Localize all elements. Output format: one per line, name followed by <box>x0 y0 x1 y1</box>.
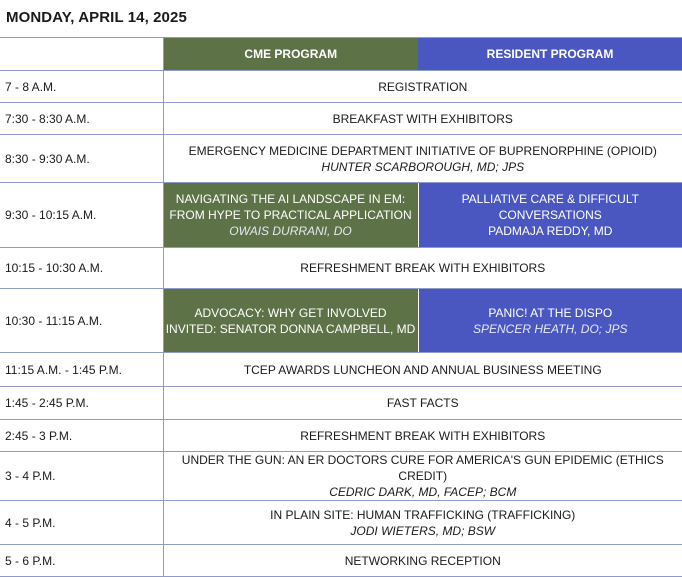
time-cell: 10:15 - 10:30 A.M. <box>0 248 163 289</box>
session-title-line: PANIC! AT THE DISPO <box>488 305 613 320</box>
session-title-line: PALLIATIVE CARE & DIFFICULT <box>461 192 639 206</box>
session-speaker: JODI WIETERS, MD; BSW <box>350 523 496 538</box>
table-row <box>0 501 682 545</box>
header-row <box>0 38 682 71</box>
table-row <box>0 103 682 135</box>
session-speaker: OWAIS DURRANI, DO <box>229 224 352 238</box>
table-row <box>0 545 682 577</box>
table-row <box>0 289 682 353</box>
resident-session-cell <box>418 289 682 353</box>
date-heading: MONDAY, APRIL 14, 2025 <box>6 9 187 26</box>
time-cell: 3 - 4 P.M. <box>0 452 163 501</box>
time-cell: 4 - 5 P.M. <box>0 501 163 545</box>
session-title: EMERGENCY MEDICINE DEPARTMENT INITIATIVE OF BUPRENORPHINE (OPIOID) <box>188 143 657 158</box>
session-title: IN PLAIN SITE: HUMAN TRAFFICKING (TRAFFICKING) <box>270 507 576 522</box>
session-title-line: ADVOCACY: WHY GET INVOLVED <box>194 305 387 320</box>
session-speaker: PADMAJA REDDY, MD <box>488 224 613 238</box>
table-row <box>0 420 682 452</box>
time-cell: 5 - 6 P.M. <box>0 545 163 577</box>
session-title: NETWORKING RECEPTION <box>163 545 682 577</box>
time-cell: 10:30 - 11:15 A.M. <box>0 289 163 353</box>
session-title-line: CONVERSATIONS <box>498 208 602 222</box>
table-row <box>0 71 682 103</box>
cme-session-cell <box>163 289 418 353</box>
session-title: REFRESHMENT BREAK WITH EXHIBITORS <box>163 420 682 452</box>
session-cell <box>163 452 682 501</box>
session-title: UNDER THE GUN: AN ER DOCTORS CURE FOR AMERICA'S GUN EPIDEMIC (ETHICS CREDIT) <box>181 453 664 483</box>
session-speaker: HUNTER SCARBOROUGH, MD; JPS <box>321 159 525 174</box>
session-speaker: SPENCER HEATH, DO; JPS <box>473 321 628 336</box>
table-row <box>0 353 682 387</box>
resident-program-header: RESIDENT PROGRAM <box>418 38 682 71</box>
session-cell <box>163 135 682 183</box>
session-title: FAST FACTS <box>163 387 682 420</box>
session-title-line: FROM HYPE TO PRACTICAL APPLICATION <box>169 208 412 222</box>
table-row <box>0 387 682 420</box>
cme-program-header: CME PROGRAM <box>163 38 418 71</box>
table-row <box>0 183 682 248</box>
time-cell: 7:30 - 8:30 A.M. <box>0 103 163 135</box>
time-cell: 1:45 - 2:45 P.M. <box>0 387 163 420</box>
cme-session-cell <box>163 183 418 248</box>
time-cell: 9:30 - 10:15 A.M. <box>0 183 163 248</box>
time-cell: 7 - 8 A.M. <box>0 71 163 103</box>
table-row <box>0 452 682 501</box>
time-cell: 11:15 A.M. - 1:45 P.M. <box>0 353 163 387</box>
session-title: BREAKFAST WITH EXHIBITORS <box>163 103 682 135</box>
table-row <box>0 248 682 289</box>
resident-session-cell <box>418 183 682 248</box>
table-row <box>0 135 682 183</box>
session-title-line: NAVIGATING THE AI LANDSCAPE IN EM: <box>175 192 406 206</box>
time-cell: 2:45 - 3 P.M. <box>0 420 163 452</box>
session-title-line: INVITED: SENATOR DONNA CAMPBELL, MD <box>165 321 416 336</box>
session-cell <box>163 501 682 545</box>
header-blank-cell <box>0 38 163 71</box>
time-cell: 8:30 - 9:30 A.M. <box>0 135 163 183</box>
session-title: REGISTRATION <box>163 71 682 103</box>
session-title: REFRESHMENT BREAK WITH EXHIBITORS <box>163 248 682 289</box>
schedule-table <box>0 37 682 577</box>
session-speaker: CEDRIC DARK, MD, FACEP; BCM <box>329 485 517 499</box>
session-title: TCEP AWARDS LUNCHEON AND ANNUAL BUSINESS MEETING <box>163 353 682 387</box>
